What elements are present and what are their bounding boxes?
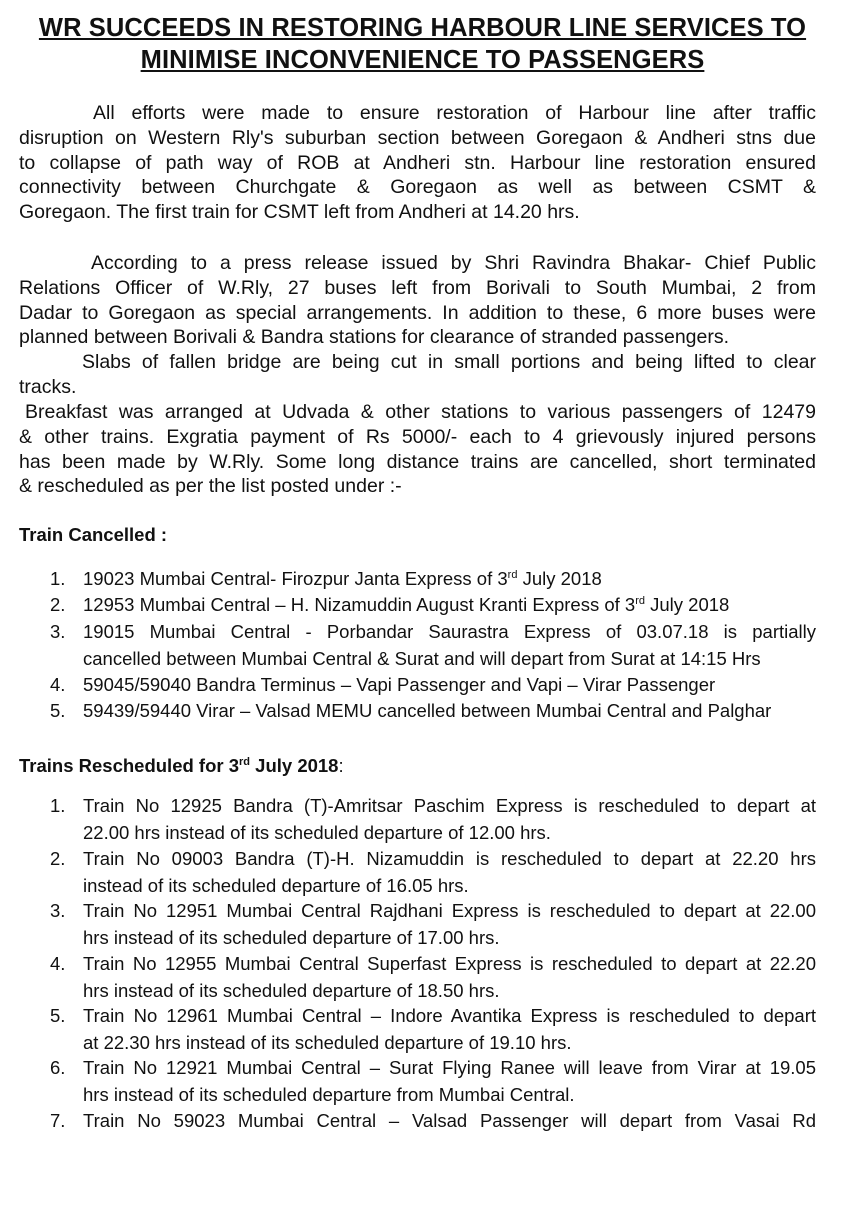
list-text-line: at 22.30 hrs instead of its scheduled departure of 19.10 hrs. <box>83 1031 572 1053</box>
list-number: 4. <box>50 674 66 695</box>
ordinal-suffix: rd <box>507 568 518 581</box>
list-text-line: Train No 12955 Mumbai Central Superfast Express is rescheduled to depart at 22.20 <box>83 953 816 974</box>
ordinal-suffix: rd <box>239 756 251 768</box>
list-number: 3. <box>50 900 66 921</box>
list-text-line: hrs instead of its scheduled departure of 17.00 hrs. <box>83 926 500 948</box>
list-text-part: July 2018 <box>644 594 730 615</box>
list-text-line: Train No 12925 Bandra (T)-Amritsar Paschim Express is rescheduled to depart at <box>83 795 816 816</box>
list-text-line: 22.00 hrs instead of its scheduled departure of 12.00 hrs. <box>83 821 551 843</box>
heading-text: Trains Rescheduled for 3 <box>19 755 240 777</box>
paragraph-line: Breakfast was arranged at Udvada & other stations to various passengers of 12479 <box>25 401 816 423</box>
list-number: 4. <box>50 953 66 974</box>
list-text-line: hrs instead of its scheduled departure of 18.50 hrs. <box>83 979 500 1001</box>
paragraph-line: disruption on Western Rly's suburban section between Goregaon & Andheri stns due <box>19 126 816 149</box>
list-number: 5. <box>50 1005 66 1026</box>
list-text <box>83 898 816 951</box>
list-number: 7. <box>50 1110 66 1131</box>
list-text-part: 19023 Mumbai Central- Firozpur Janta Express of 3 <box>83 568 508 589</box>
heading-colon: : <box>338 755 344 777</box>
list-text-part: July 2018 <box>517 568 602 589</box>
ordinal-suffix: rd <box>635 594 645 607</box>
paragraph-line: According to a press release issued by Shri Ravindra Bhakar- Chief Public <box>91 252 816 274</box>
paragraph-press-release <box>19 251 816 350</box>
list-text-line: hrs instead of its scheduled departure from Mumbai Central. <box>83 1083 575 1105</box>
list-text-line: Train No 09003 Bandra (T)-H. Nizamuddin is rescheduled to depart at 22.20 hrs <box>83 848 816 869</box>
list-number: 3. <box>50 621 66 642</box>
list-text: 59045/59040 Bandra Terminus – Vapi Passenger and Vapi – Virar Passenger <box>83 674 716 695</box>
paragraph-line: has been made by W.Rly. Some long distance trains are cancelled, short terminated <box>19 450 816 473</box>
list-text <box>83 619 816 672</box>
list-text <box>83 793 816 846</box>
heading-trains-rescheduled <box>19 750 344 778</box>
list-text <box>83 1003 816 1056</box>
list-text <box>83 566 816 593</box>
list-number: 5. <box>50 700 66 721</box>
list-text-line: Train No 12951 Mumbai Central Rajdhani Express is rescheduled to depart at 22.00 <box>83 900 816 921</box>
paragraph-line: planned between Borivali & Bandra stations for clearance of stranded passengers. <box>19 326 730 349</box>
list-text-line: cancelled between Mumbai Central & Surat and will depart from Surat at 14:15 Hrs <box>83 647 761 669</box>
paragraph-line: Goregaon. The first train for CSMT left from Andheri at 14.20 hrs. <box>19 201 580 224</box>
list-number: 2. <box>50 848 66 869</box>
list-number: 2. <box>50 594 66 615</box>
heading-text: July 2018 <box>250 755 339 777</box>
paragraph-line: & other trains. Exgratia payment of Rs 5000/- each to 4 grievously injured persons <box>19 425 816 448</box>
paragraph-line: All efforts were made to ensure restoration of Harbour line after traffic <box>93 102 816 124</box>
paragraph-line: Relations Officer of W.Rly, 27 buses left from Borivali to South Mumbai, 2 from <box>19 276 816 299</box>
list-text <box>83 951 816 1004</box>
paragraph-breakfast <box>19 400 816 499</box>
list-text <box>83 1108 816 1135</box>
paragraph-slabs <box>19 350 816 400</box>
title-line-1: WR SUCCEEDS IN RESTORING HARBOUR LINE SERVICES TO <box>38 14 807 42</box>
list-number: 1. <box>50 795 66 816</box>
list-text: 59439/59440 Virar – Valsad MEMU cancelled between Mumbai Central and Palghar <box>83 700 772 721</box>
title-line-2: MINIMISE INCONVENIENCE TO PASSENGERS <box>140 46 705 74</box>
list-text-line: instead of its scheduled departure of 16.05 hrs. <box>83 874 469 896</box>
heading-train-cancelled: Train Cancelled : <box>19 524 168 545</box>
list-text-line: 19015 Mumbai Central - Porbandar Saurastra Express of 03.07.18 is partially <box>83 621 816 642</box>
list-text-line: Train No 12961 Mumbai Central – Indore Avantika Express is rescheduled to depart <box>83 1005 816 1026</box>
paragraph-restoration <box>19 101 816 225</box>
list-text-line: Train No 12921 Mumbai Central – Surat Flying Ranee will leave from Virar at 19.05 <box>83 1057 816 1078</box>
paragraph-line: & rescheduled as per the list posted under :- <box>19 475 402 498</box>
list-number: 6. <box>50 1057 66 1078</box>
list-text-part: 12953 Mumbai Central – H. Nizamuddin August Kranti Express of 3 <box>83 594 636 615</box>
list-text <box>83 1055 816 1108</box>
paragraph-line: Slabs of fallen bridge are being cut in small portions and being lifted to clear <box>82 351 816 373</box>
list-text <box>83 846 816 899</box>
list-text-line: Train No 59023 Mumbai Central – Valsad Passenger will depart from Vasai Rd <box>83 1110 816 1131</box>
list-number: 1. <box>50 568 66 589</box>
paragraph-line: Dadar to Goregaon as special arrangements. In addition to these, 6 more buses were <box>19 301 816 324</box>
list-text <box>83 592 816 619</box>
paragraph-line: tracks. <box>19 375 77 398</box>
paragraph-line: to collapse of path way of ROB at Andheri stn. Harbour line restoration ensured <box>19 151 816 174</box>
paragraph-line: connectivity between Churchgate & Goregaon as well as between CSMT & <box>19 176 816 199</box>
